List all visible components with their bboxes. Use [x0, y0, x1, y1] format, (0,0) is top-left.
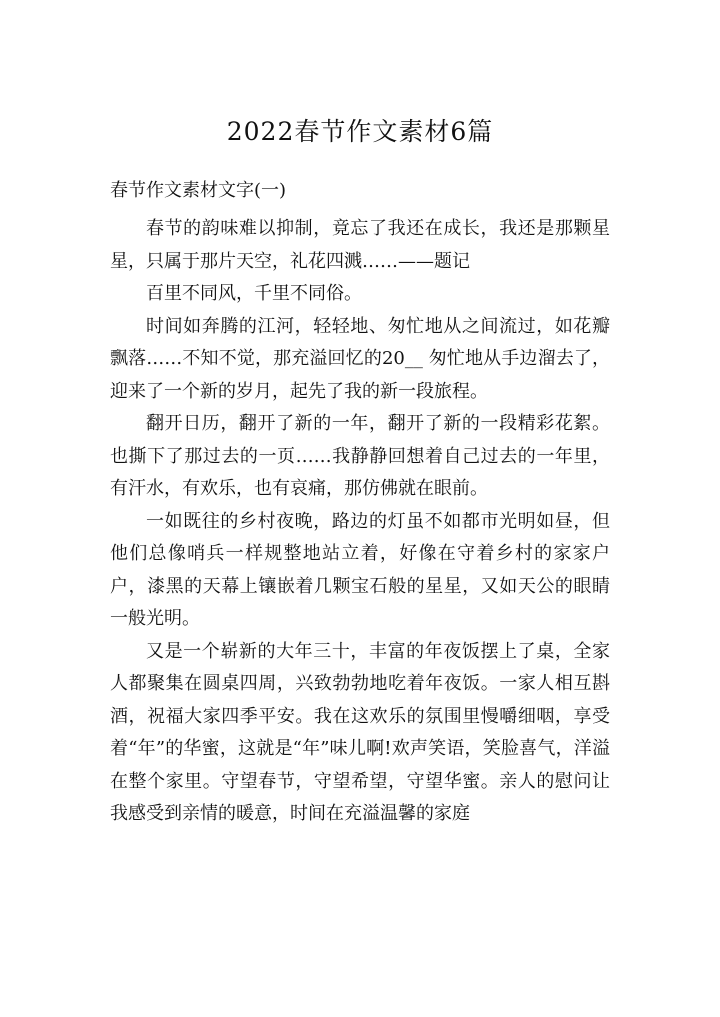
document-body [110, 213, 610, 831]
section-heading: 春节作文素材文字(一) [110, 180, 287, 201]
paragraph: 百里不同风，千里不同俗。 [146, 283, 362, 304]
paragraph: 翻开日历，翻开了新的一年，翻开了新的一段精彩花絮。也撕下了那过去的一页……我静静回想着自己过去的一年里，有汗水，有欢乐，也有哀痛，那仿佛就在眼前。 [110, 413, 610, 499]
paragraph: 时间如奔腾的江河，轻轻地、匆忙地从之间流过，如花瓣飘落……不知不觉，那充溢回忆的20__ 匆忙地从手边溜去了，迎来了一个新的岁月，起先了我的新一段旅程。 [110, 315, 610, 402]
paragraph: 春节的韵味难以抑制，竟忘了我还在成长，我还是那颗星星，只属于那片天空，礼花四溅……——题记 [110, 218, 610, 272]
paragraph: 一如既往的乡村夜晚，路边的灯虽不如都市光明如昼，但他们总像哨兵一样规整地站立着，好像在守着乡村的家家户户，漆黑的天幕上镶嵌着几颗宝石般的星星，又如天公的眼睛一般光明。 [110, 510, 610, 629]
paragraph: 又是一个崭新的大年三十，丰富的年夜饭摆上了桌，全家人都聚集在圆桌四周，兴致勃勃地吃着年夜饭。一家人相互斟酒，祝福大家四季平安。我在这欢乐的氛围里慢嚼细咽，享受着“年”的华蜜，这就是“年”味儿啊!欢声笑语，笑脸喜气，洋溢在整个家里。守望春节，守望希望，守望华蜜。亲人的慰问让我感受到亲情的暖意，时间在充溢温馨的家庭 [110, 640, 610, 824]
document-title: 2022春节作文素材6篇 [226, 117, 494, 146]
